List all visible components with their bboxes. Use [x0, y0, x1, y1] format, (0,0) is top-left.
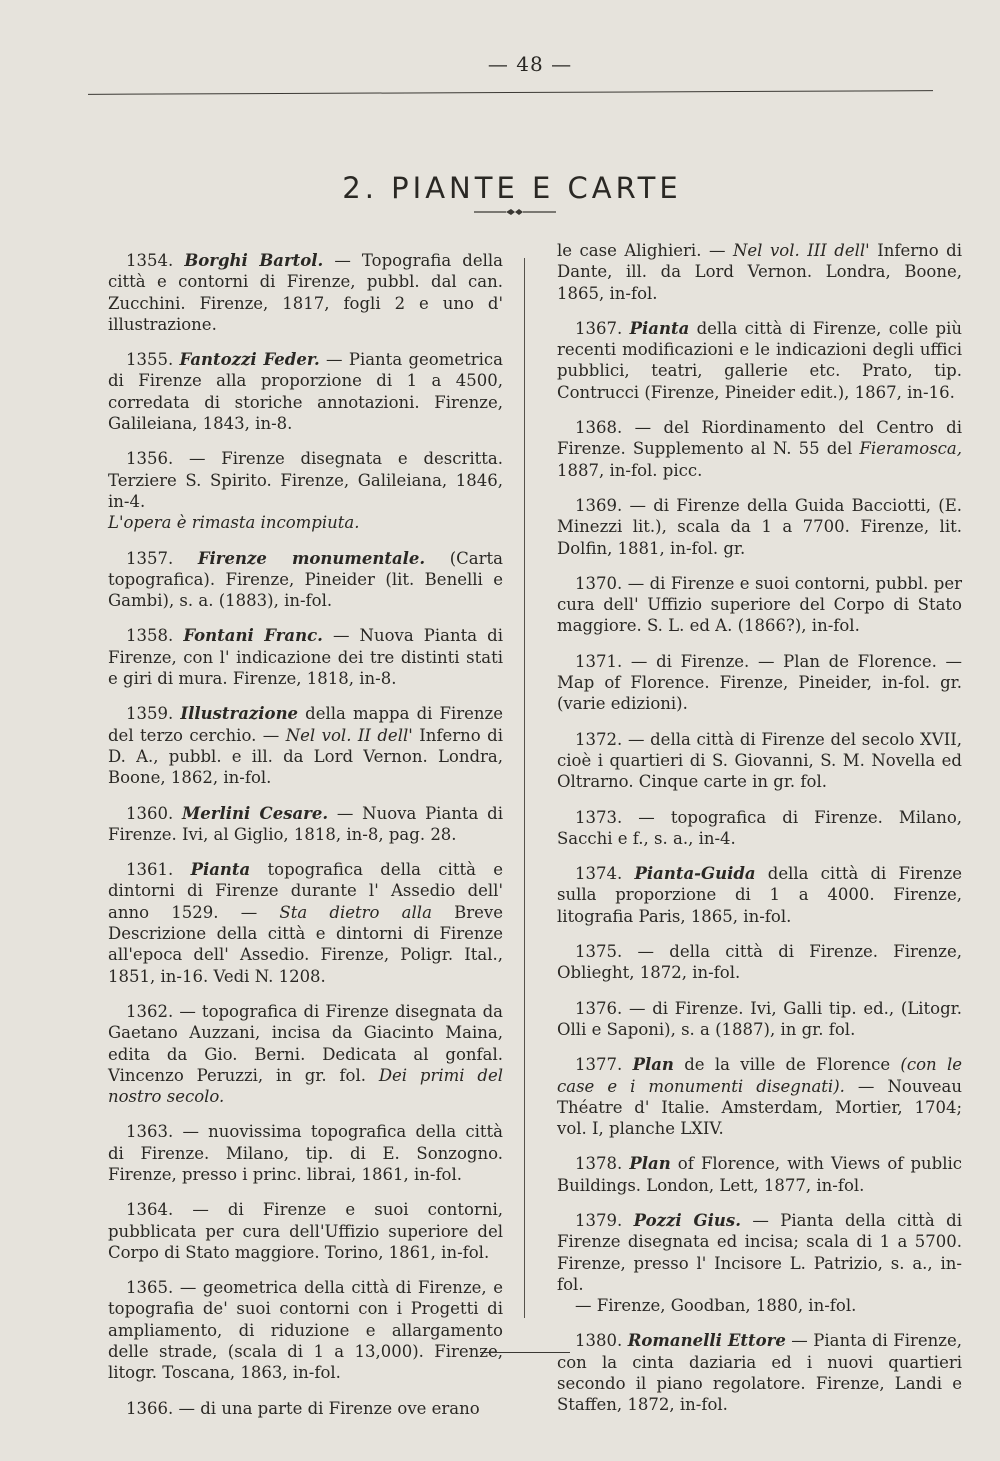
entry-number: 1368.: [575, 418, 623, 438]
entry-number: 1366.: [126, 1398, 174, 1418]
header-rule: [88, 90, 933, 95]
entry-number: 1372.: [575, 729, 623, 749]
catalog-entry: [108, 448, 503, 512]
catalog-entry: [557, 573, 962, 637]
catalog-entry: [557, 863, 962, 927]
catalog-entry: [557, 240, 962, 304]
entry-heading: Fantozzi Feder.: [179, 350, 320, 370]
entry-text: della città di Firenze sulla proporzione di 1 a 4000. Firenze, litografia Paris, 1865, in-fol.: [557, 864, 962, 926]
entry-number: 1367.: [575, 318, 623, 338]
entry-number: 1358.: [126, 626, 174, 646]
entry-number: 1380.: [575, 1331, 623, 1351]
catalog-entry: [557, 1210, 962, 1295]
entry-number: 1370.: [575, 573, 623, 593]
catalog-entry: [557, 1054, 962, 1139]
right-column: [557, 240, 962, 1430]
entry-number: 1379.: [575, 1210, 623, 1230]
catalog-entry: [557, 318, 962, 403]
entry-text-continued: Breve Descrizione della città e dintorni di Firenze all'epoca dell' Assedio. Firenze, Poligr. Ital., 1851, in-16. Vedi N. 1208.: [108, 902, 504, 986]
section-title: 2. PIANTE E CARTE: [342, 171, 682, 206]
entry-heading: Merlini Cesare.: [182, 803, 329, 823]
entry-heading: Plan: [629, 1154, 671, 1174]
entry-number: 1364.: [126, 1200, 174, 1220]
catalog-entry: [557, 807, 962, 850]
catalog-entry: [108, 803, 503, 846]
catalog-entry: [557, 998, 962, 1041]
catalog-entry: [557, 417, 962, 481]
catalog-entry: [108, 349, 503, 434]
entry-text: — Firenze disegnata e descritta. Terziere S. Spirito. Firenze, Galileiana, 1846, in-4.: [108, 449, 503, 511]
entry-text: — del Riordinamento del Centro di Firenze. Supplemento al N. 55 del: [557, 418, 962, 459]
catalog-entry: [557, 729, 962, 793]
entry-heading: Firenze monumentale.: [197, 548, 426, 568]
entry-text: — di Firenze. Ivi, Galli tip. ed., (Litogr. Olli e Saponi), s. a (1887), in gr. fol.: [557, 998, 962, 1039]
catalog-entry: [108, 859, 503, 987]
catalog-entry: [108, 703, 503, 788]
entry-note: [108, 512, 503, 533]
footer-rule: [480, 1352, 570, 1353]
entry-heading: Illustrazione: [180, 704, 299, 724]
entry-heading: Fontani Franc.: [183, 626, 323, 646]
entry-text: de la ville de Florence: [673, 1055, 901, 1075]
entry-number: 1356.: [126, 449, 174, 469]
entry-text: — Topografia della città e contorni di Firenze, pubbl. dal can. Zucchini. Firenze, 1817, fogli 2 e uno d' illustrazione.: [108, 251, 503, 334]
entry-number: 1359.: [126, 704, 174, 724]
entry-text: della mappa di Firenze del terzo cerchio. —: [108, 704, 503, 745]
entry-italic-text: Dei primi del nostro secolo.: [108, 1065, 503, 1107]
entry-number: 1371.: [575, 651, 623, 671]
entry-heading: Pianta: [190, 860, 251, 880]
catalog-entry: [108, 548, 503, 612]
page-number: — 48 —: [487, 52, 573, 76]
catalog-entry: [557, 941, 962, 984]
entry-text: — di Firenze e suoi contorni, pubbl. per cura dell' Uffizio superiore del Corpo di Stato maggiore. S. L. ed A. (1866?), in-fol.: [557, 573, 962, 636]
catalog-entry: [557, 495, 962, 559]
entry-note-text: L'opera è rimasta incompiuta.: [108, 513, 360, 533]
catalog-entry: [108, 1398, 503, 1419]
entry-number: 1360.: [126, 803, 174, 823]
entry-number: 1369.: [575, 495, 623, 515]
entry-text: — della città di Firenze. Firenze, Oblieght, 1872, in-fol.: [557, 942, 962, 983]
catalog-entry: [108, 625, 503, 689]
entry-text: — Pianta di Firenze, con la cinta daziaria ed i nuovi quartieri secondo il piano regolatore. Firenze, Landi e Staffen, 1872, in-fol.: [557, 1331, 962, 1415]
entry-number: 1365.: [126, 1278, 174, 1298]
entry-text: of Florence, with Views of public Buildings. London, Lett, 1877, in-fol.: [557, 1154, 962, 1195]
ornament-divider: [474, 208, 556, 216]
entry-heading: Pianta-Guida: [634, 864, 756, 884]
entry-text: — Pianta geometrica di Firenze alla proporzione di 1 a 4500, corredata di storiche annotazioni. Firenze, Galileiana, 1843, in-8.: [108, 350, 503, 434]
entry-addendum-text: — Firenze, Goodban, 1880, in-fol.: [575, 1296, 857, 1316]
entry-number: 1362.: [126, 1001, 174, 1021]
entry-text: — geometrica della città di Firenze, e topografia de' suoi contorni con i Progetti di ampliamento, di riduzione e allargamento delle strade, (scala di 1 a 13,000). Firenze, litogr. Toscana, 1863, in-fol.: [108, 1278, 503, 1383]
entry-number: 1377.: [575, 1055, 623, 1075]
entry-text: — di Firenze. — Plan de Florence. — Map of Florence. Firenze, Pineider, in-fol. gr. (varie edizioni).: [557, 651, 962, 714]
entry-italic-text: (con le case e i monumenti disegnati).: [557, 1055, 962, 1096]
entry-text: (Carta topografica). Firenze, Pineider (lit. Benelli e Gambi), s. a. (1883), in-fol.: [108, 548, 503, 611]
entry-number: 1375.: [575, 942, 623, 962]
entry-text: — nuovissima topografica della città di Firenze. Milano, tip. di E. Sonzogno. Firenze, presso i princ. librai, 1861, in-fol.: [108, 1122, 503, 1184]
entry-text-continued: Inferno di Dante, ill. da Lord Vernon. Londra, Boone, 1865, in-fol.: [557, 241, 963, 303]
entry-text: — topografica di Firenze disegnata da Gaetano Auzzani, incisa da Giacinto Maina, edita da Gio. Berni. Dedicata al gonfal. Vincenzo Peruzzi, in gr. fol.: [108, 1001, 503, 1085]
left-column: [108, 250, 503, 1433]
column-divider: [524, 258, 525, 1318]
entry-text: della città di Firenze, colle più recenti modificazioni e le indicazioni degli uffici pubblici, teatri, gallerie etc. Prato, tip. Contrucci (Firenze, Pineider edit.), 1867, in-16.: [557, 318, 963, 402]
entry-text: — di Firenze e suoi contorni, pubblicata per cura dell'Uffizio superiore del Corpo di Stato maggiore. Torino, 1861, in-fol.: [108, 1200, 504, 1262]
entry-heading: Pozzi Gius.: [633, 1210, 741, 1230]
entry-number: 1373.: [575, 807, 623, 827]
entry-number: 1378.: [575, 1154, 623, 1174]
catalog-entry: [557, 1330, 962, 1415]
catalog-entry: [108, 1121, 503, 1185]
entry-number: 1354.: [126, 251, 174, 270]
catalog-entry: [557, 1153, 962, 1196]
catalog-entry: [108, 250, 503, 335]
entry-heading: Romanelli Ettore: [627, 1331, 786, 1351]
entry-heading: Borghi Bartol.: [184, 251, 324, 270]
catalog-entry: [557, 651, 962, 715]
entry-italic-text: Fieramosca,: [859, 439, 962, 459]
entry-text: — Nuova Pianta di Firenze, con l' indicazione dei tre distinti stati e giri di mura. Firenze, 1818, in-8.: [108, 626, 503, 689]
entry-number: 1361.: [126, 860, 174, 880]
entry-addendum: [557, 1295, 962, 1316]
entry-heading: Plan: [632, 1055, 674, 1075]
entry-text-continued: — Nouveau Théatre d' Italie. Amsterdam, Mortier, 1704; vol. I, planche LXIV.: [557, 1076, 962, 1139]
entry-text: — topografica di Firenze. Milano, Sacchi e f., s. a., in-4.: [557, 807, 962, 848]
catalog-entry: [108, 1277, 503, 1383]
entry-number: 1363.: [126, 1122, 174, 1142]
entry-number: 1357.: [126, 548, 174, 568]
entry-italic-text: Nel vol. II dell': [285, 725, 413, 745]
entry-text: — della città di Firenze del secolo XVII, cioè i quartieri di S. Giovanni, S. M. Novella ed Oltrarno. Cinque carte in gr. fol.: [557, 729, 963, 792]
entry-italic-text: Nel vol. III dell': [732, 241, 870, 260]
entry-text: topografica della città e dintorni di Firenze durante l' Assedio dell' anno 1529. —: [108, 860, 503, 922]
entry-text: — di una parte di Firenze ove erano: [178, 1398, 480, 1418]
entry-number: 1355.: [126, 350, 174, 370]
entry-text: — di Firenze della Guida Bacciotti, (E. Minezzi lit.), scala da 1 a 7700. Firenze, lit. Dolfin, 1881, in-fol. gr.: [557, 495, 963, 558]
entry-text: le case Alighieri. —: [557, 241, 733, 260]
entry-number: 1376.: [575, 998, 623, 1018]
entry-text: — Pianta della città di Firenze disegnata ed incisa; scala di 1 a 5700. Firenze, presso l' Incisore L. Patrizio, s. a., in-fol.: [557, 1210, 962, 1294]
catalog-entry: [108, 1001, 503, 1107]
entry-number: 1374.: [575, 864, 623, 884]
catalog-entry: [108, 1199, 503, 1263]
entry-heading: Pianta: [629, 318, 690, 338]
entry-text-continued: Inferno di D. A., pubbl. e ill. da Lord Vernon. Londra, Boone, 1862, in-fol.: [108, 725, 503, 788]
entry-italic-text: Sta dietro alla: [279, 902, 432, 922]
entry-text-continued: 1887, in-fol. picc.: [557, 460, 703, 480]
entry-text: — Nuova Pianta di Firenze. Ivi, al Giglio, 1818, in-8, pag. 28.: [108, 803, 503, 844]
